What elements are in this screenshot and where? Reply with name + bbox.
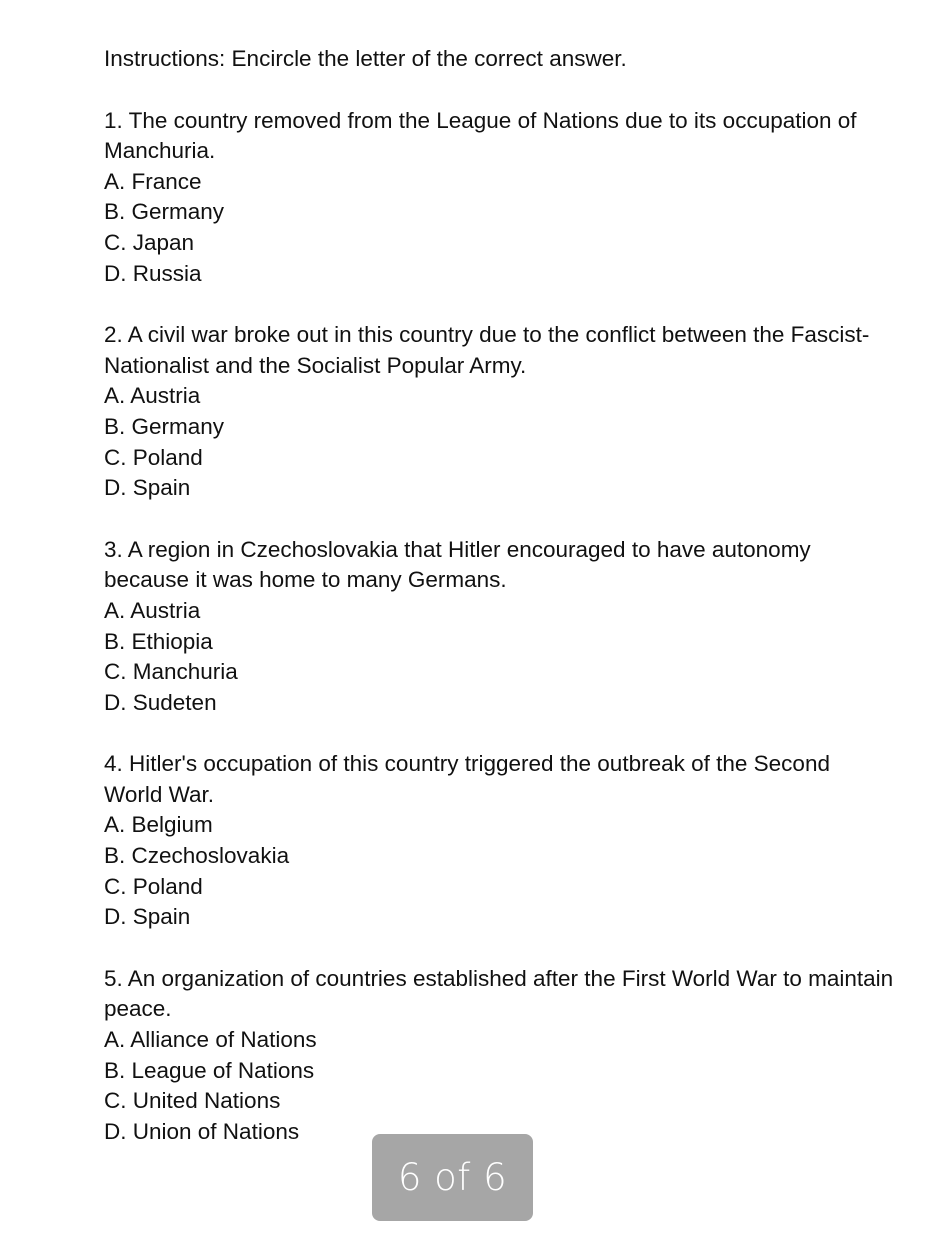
option-b[interactable]: B. Germany — [104, 199, 225, 225]
question-text: 3. A region in Czechoslovakia that Hitler encouraged to have autonomy because it was home to many Germans. — [104, 536, 811, 593]
question-text: 4. Hitler's occupation of this country triggered the outbreak of the Second World War. — [104, 751, 830, 807]
answer-options — [104, 167, 894, 289]
answer-options — [104, 381, 894, 503]
page-indicator-badge: 6 of 6 — [372, 1134, 533, 1221]
quiz-document — [104, 44, 894, 1178]
option-a[interactable]: A. Austria — [104, 383, 201, 409]
question-4 — [104, 749, 894, 933]
answer-options — [104, 596, 894, 718]
option-d[interactable]: D. Spain — [104, 904, 191, 930]
option-b[interactable]: B. Czechoslovakia — [104, 843, 290, 869]
option-d[interactable]: D. Spain — [104, 475, 191, 501]
option-b[interactable]: B. League of Nations — [104, 1057, 315, 1083]
option-d[interactable]: D. Union of Nations — [104, 1118, 300, 1144]
option-d[interactable]: D. Russia — [104, 260, 202, 286]
question-text: 5. An organization of countries established after the First World War to maintain peace. — [104, 965, 894, 1022]
instructions-text: Instructions: Encircle the letter of the correct answer. — [104, 46, 627, 71]
answer-options — [104, 810, 894, 932]
option-c[interactable]: C. Japan — [104, 229, 195, 255]
question-3 — [104, 535, 894, 719]
option-c[interactable]: C. Poland — [104, 444, 203, 470]
option-a[interactable]: A. Belgium — [104, 812, 213, 838]
question-5 — [104, 964, 894, 1148]
question-text: 2. A civil war broke out in this country due to the conflict between the Fascist-Nationalist and the Socialist Popular Army. — [104, 322, 870, 378]
option-c[interactable]: C. Manchuria — [104, 659, 238, 685]
option-c[interactable]: C. Poland — [104, 873, 203, 899]
question-2 — [104, 320, 894, 504]
option-b[interactable]: B. Ethiopia — [104, 628, 213, 654]
option-b[interactable]: B. Germany — [104, 413, 225, 439]
question-1 — [104, 106, 894, 290]
option-a[interactable]: A. Austria — [104, 597, 201, 623]
answer-options — [104, 1025, 894, 1147]
option-d[interactable]: D. Sudeten — [104, 689, 217, 715]
option-c[interactable]: C. United Nations — [104, 1088, 281, 1114]
option-a[interactable]: A. France — [104, 168, 202, 194]
question-text: 1. The country removed from the League of Nations due to its occupation of Manchuria. — [104, 107, 857, 164]
option-a[interactable]: A. Alliance of Nations — [104, 1027, 317, 1053]
